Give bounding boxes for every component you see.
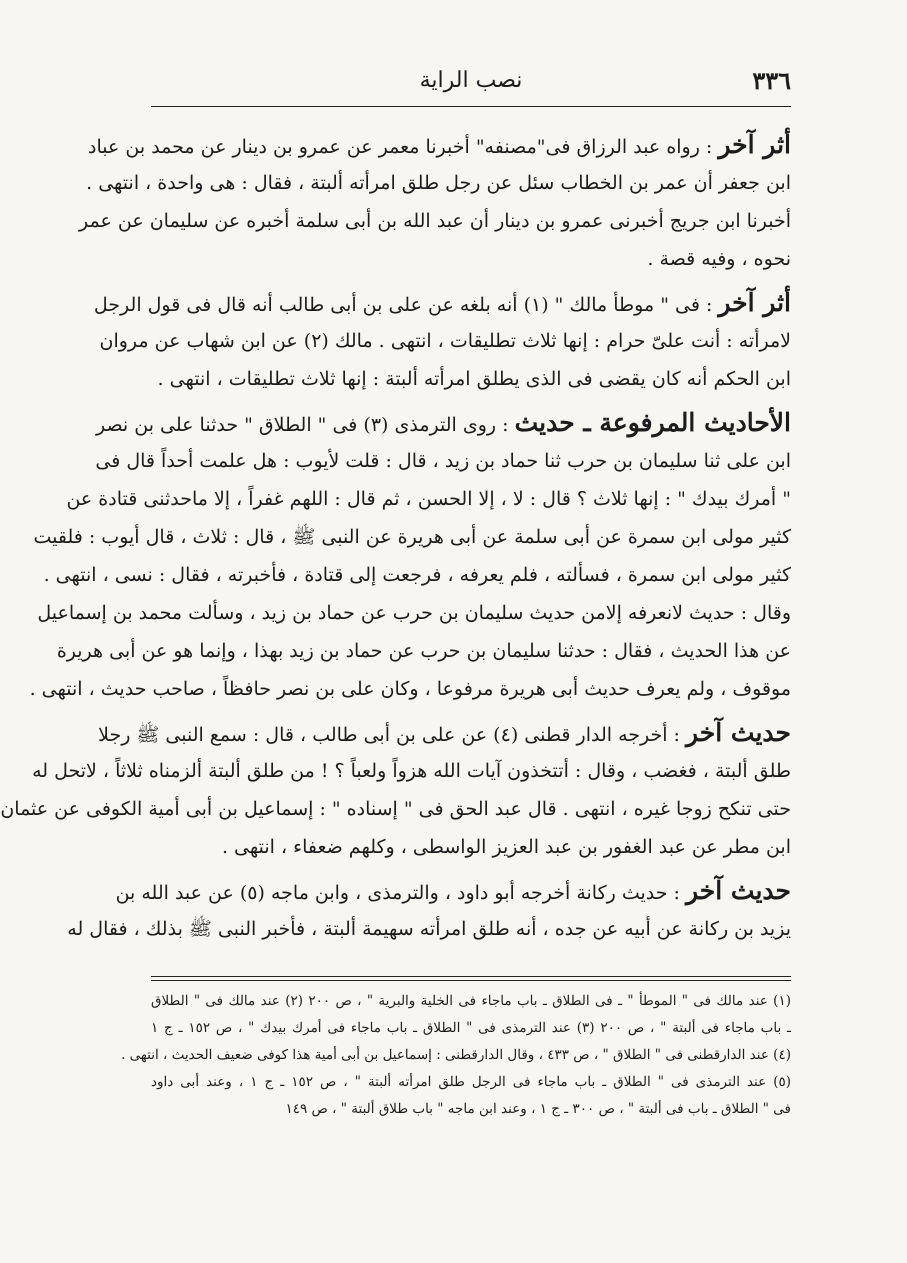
body-text: [0, 126, 791, 954]
text-line: ابن الحكم أنه كان يقضى فى الذى يطلق امرأته ألبتة : إنها ثلاث تطليقات ، انتهى .: [157, 368, 791, 390]
text-line: ابن جعفر أن عمر بن الخطاب سئل عن رجل طلق امرأته ألبتة ، فقال : هى واحدة ، انتهى .: [86, 172, 791, 194]
running-title: نصب الراية: [419, 68, 523, 93]
text-line: أثر آخر : فى " موطأ مالك " (١) أنه بلغه عن على بن أبى طالب أنه قال فى قول الرجل: [93, 288, 791, 317]
text-line: نحوه ، وفيه قصة .: [647, 248, 791, 270]
page-header: [151, 62, 791, 102]
footnotes: [121, 988, 792, 1123]
text-line: كثير مولى ابن سمرة عن أبى سلمة عن أبى هريرة عن النبى ﷺ ، قال : ثلاث ، قال أيوب : فلقيت: [33, 526, 791, 548]
footnote-line: (٥) عند الترمذى فى " الطلاق ـ باب ماجاء فى الرجل طلق امرأته ألبتة " ، ص ١٥٢ ـ ج ١ ، وعند أبى داود: [151, 1074, 792, 1090]
text-line: الأحاديث المرفوعة ـ حديث : روى الترمذى (٣) فى " الطلاق " حدثنا على بن نصر: [95, 408, 791, 437]
section-lead: حديث آخر: [686, 876, 791, 905]
paragraph-athar-2: [93, 284, 791, 398]
text-line: كثير مولى ابن سمرة ، فسألته ، فلم يعرفه ، فرجعت إلى قتادة ، فأخبرته ، فقال : نسى ، انتهى .: [43, 564, 791, 586]
paragraph-athar-1: [79, 126, 791, 278]
footnote-line: ـ باب ماجاء فى ألبتة " ، ص ٢٠٠ (٣) عند الترمذى فى " الطلاق ـ باب ماجاء فى أمرك بيدك " ، ص ١٥٢ ـ ج ١: [151, 1020, 792, 1036]
paragraph-hadith-rukana: [67, 872, 791, 948]
text-line: حديث آخر : أخرجه الدار قطنى (٤) عن على بن أبى طالب ، قال : سمع النبى ﷺ رجلا: [98, 718, 791, 747]
text-line: وقال : حديث لانعرفه إلامن حديث سليمان بن حرب عن حماد بن زيد ، وسألت محمد بن إسماعيل: [37, 602, 791, 624]
text-line: ابن مطر عن عبد الغفور بن عبد العزيز الواسطى ، وكلهم ضعفاء ، انتهى .: [221, 836, 791, 858]
text-line: لامرأته : أنت علىّ حرام : إنها ثلاث تطليقات ، انتهى . مالك (٢) عن ابن شهاب عن مروان: [99, 330, 791, 352]
text-line: عن هذا الحديث ، فقال : حدثنا سليمان بن حرب عن حماد بن زيد بهذا ، وإنما هو عن أبى هريرة: [56, 640, 791, 662]
text-line: طلق ألبتة ، فغضب ، وقال : أتتخذون آيات الله هزواً ولعباً ؟ ! من طلق ألبتة ألزمناه ثلاثاً ، لاتحل له: [32, 760, 791, 782]
paragraph-marfua: [29, 404, 791, 708]
page-number: ٣٣٦: [752, 66, 791, 95]
text-line: أخبرنا ابن جريج أخبرنى عمرو بن دينار أن عبد الله بن أبى سلمة أخبره عن سليمان عن عمر: [79, 210, 791, 232]
text-line: " أمرك بيدك " : إنها ثلاث ؟ قال : لا ، إلا الحسن ، ثم قال : اللهم غفراً ، إلا ماحدثنى قتادة عن: [66, 488, 791, 510]
text-line: حديث آخر : حديث ركانة أخرجه أبو داود ، والترمذى ، وابن ماجه (٥) عن عبد الله بن: [115, 876, 791, 905]
book-page: [0, 62, 792, 1202]
text-line: يزيد بن ركانة عن أبيه عن جده ، أنه طلق امرأته سهيمة ألبتة ، فأخبر النبى ﷺ بذلك ، فقال له: [67, 918, 791, 940]
paragraph-hadith-daraqutni: [0, 714, 791, 866]
text-line: ابن على ثنا سليمان بن حرب ثنا حماد بن زيد ، قال : قلت لأيوب : هل علمت أحداً قال فى: [95, 450, 791, 472]
section-lead: الأحاديث المرفوعة ـ حديث: [514, 408, 791, 437]
section-lead: أثر آخر: [718, 288, 791, 317]
text-line: حتى تنكح زوجا غيره ، انتهى . قال عبد الحق فى " إسناده " : إسماعيل بن أبى أمية الكوفى عن عثمان: [0, 798, 791, 820]
footnote-separator: [151, 976, 791, 981]
text-line: موقوف ، ولم يعرف حديث أبى هريرة مرفوعا ، وكان على بن نصر حافظاً ، صاحب حديث ، انتهى .: [29, 678, 791, 700]
footnote-line: (١) عند مالك فى " الموطأ " ـ فى الطلاق ـ باب ماجاء فى الخلية والبرية " ، ص ٢٠٠ (٢) عند مالك فى " الطلاق: [151, 993, 791, 1009]
section-lead: حديث آخر: [686, 718, 791, 747]
footnote-line: (٤) عند الدارقطنى فى " الطلاق " ، ص ٤٣٣ ، وقال الدارقطنى : إسماعيل بن أبى أمية هذا كوفى ضعيف الحديث ، انتهى .: [121, 1047, 791, 1063]
header-rule: [151, 106, 791, 107]
section-lead: أثر آخر: [718, 130, 791, 159]
footnote-line: فى " الطلاق ـ باب فى ألبتة " ، ص ٣٠٠ ـ ج ١ ، وعند ابن ماجه " باب طلاق ألبتة " ، ص ١٤٩: [285, 1101, 791, 1117]
text-line: أثر آخر : رواه عبد الرزاق فى"مصنفه" أخبرنا معمر عن عمرو بن دينار عن محمد بن عباد: [88, 130, 791, 159]
